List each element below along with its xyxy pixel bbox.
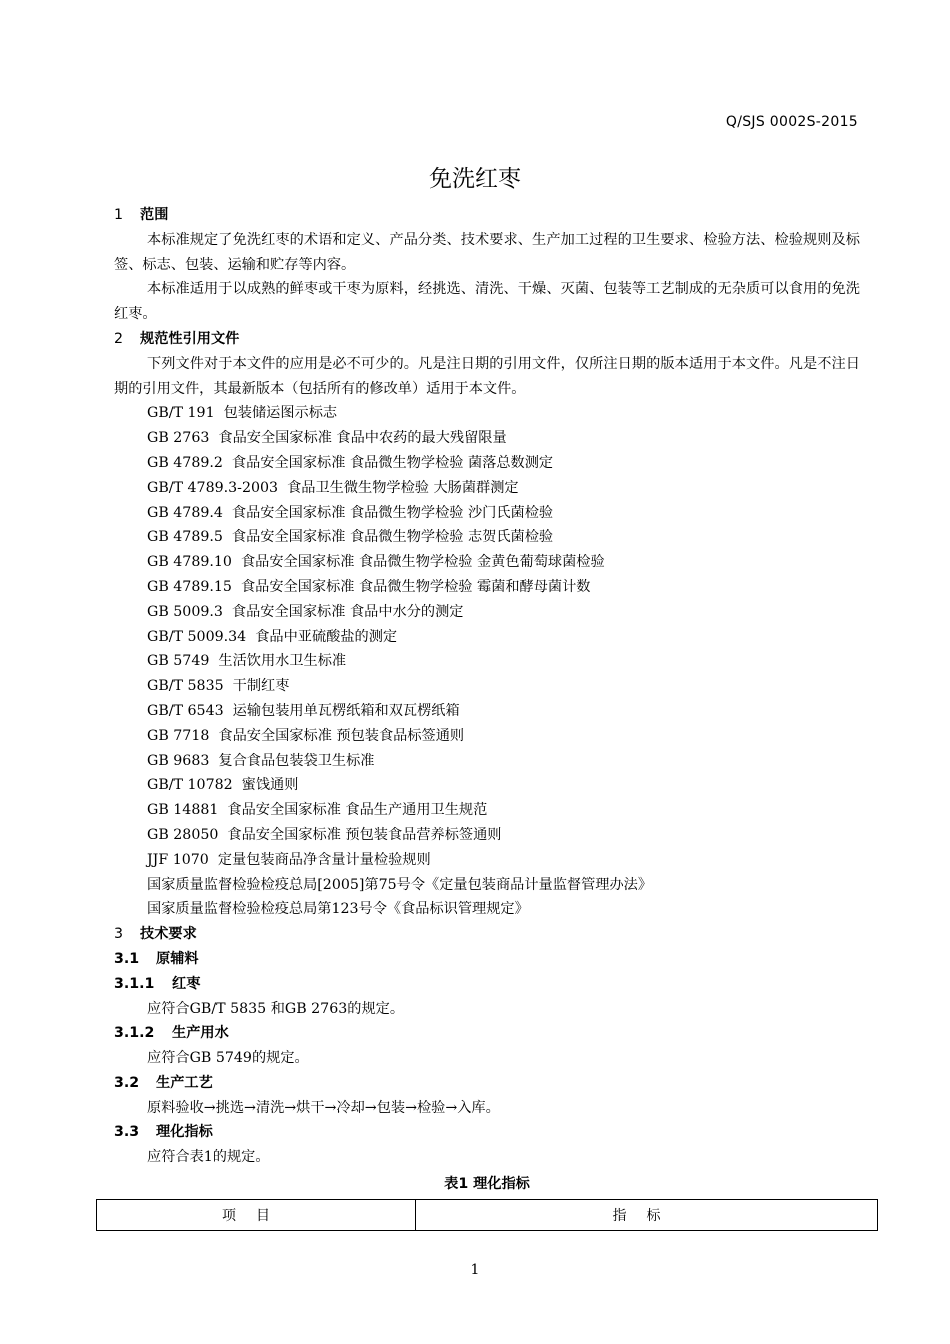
section-title: 原辅料	[156, 950, 199, 967]
document-title: 免洗红枣	[429, 166, 521, 192]
table-caption: 表1 理化指标	[444, 1176, 530, 1193]
reference-item: GB/T 191 包装储运图示标志	[147, 405, 338, 422]
reference-item: GB/T 5835 干制红枣	[147, 678, 290, 695]
reference-list	[114, 401, 860, 922]
section-number: 3.3	[114, 1124, 140, 1141]
section-number: 1	[114, 207, 124, 223]
section-3-1-2-heading	[114, 1021, 860, 1046]
reference-item: 国家质量监督检验检疫总局第123号令《食品标识管理规定》	[147, 901, 529, 918]
section-3-2-heading	[114, 1071, 860, 1096]
reference-item: GB 5749 生活饮用水卫生标准	[147, 653, 347, 670]
reference-item: GB 4789.4 食品安全国家标准 食品微生物学检验 沙门氏菌检验	[147, 504, 554, 521]
reference-item: GB 5009.3 食品安全国家标准 食品中水分的测定	[147, 603, 464, 620]
reference-item: JJF 1070 定量包装商品净含量计量检验规则	[147, 851, 431, 868]
section-number: 3.1.2	[114, 1025, 155, 1042]
section-title: 生产用水	[172, 1025, 229, 1042]
reference-item: GB 9683 复合食品包装袋卫生标准	[147, 752, 375, 769]
paragraph: 本标准适用于以成熟的鲜枣或干枣为原料，经挑选、清洗、干燥、灭菌、包装等工艺制成的无杂质可以食用的免洗红枣。	[114, 281, 860, 323]
paragraph: 应符合GB/T 5835 和GB 2763的规定。	[147, 1000, 405, 1017]
section-title: 理化指标	[156, 1124, 213, 1141]
reference-item: GB 4789.5 食品安全国家标准 食品微生物学检验 志贺氏菌检验	[147, 529, 554, 546]
page-number: 1	[470, 1262, 480, 1278]
section-number: 3.1	[114, 950, 140, 967]
table-header-cell: 指标	[416, 1200, 878, 1231]
section-number: 3.1.1	[114, 975, 155, 992]
paragraph: 应符合GB 5749的规定。	[147, 1050, 309, 1067]
section-number: 2	[114, 330, 124, 347]
section-3-heading	[114, 922, 860, 947]
section-title: 规范性引用文件	[140, 330, 240, 347]
reference-item: GB 7718 食品安全国家标准 预包装食品标签通则	[147, 727, 465, 744]
section-title: 范围	[140, 207, 169, 223]
reference-item: GB 4789.2 食品安全国家标准 食品微生物学检验 菌落总数测定	[147, 454, 554, 471]
section-number: 3.2	[114, 1074, 140, 1091]
reference-item: GB 14881 食品安全国家标准 食品生产通用卫生规范	[147, 802, 488, 819]
paragraph: 本标准规定了免洗红枣的术语和定义、产品分类、技术要求、生产加工过程的卫生要求、检验方法、检验规则及标签、标志、包装、运输和贮存等内容。	[114, 231, 860, 273]
reference-item: GB/T 4789.3-2003 食品卫生微生物学检验 大肠菌群测定	[147, 479, 519, 496]
table-header-cell: 项目	[97, 1200, 416, 1231]
table-header-row	[97, 1200, 878, 1231]
reference-item: GB/T 6543 运输包装用单瓦楞纸箱和双瓦楞纸箱	[147, 702, 460, 719]
reference-item: GB/T 10782 蜜饯通则	[147, 777, 299, 794]
section-3-1-heading	[114, 947, 860, 972]
document-body	[114, 203, 860, 1197]
reference-item: GB 28050 食品安全国家标准 预包装食品营养标签通则	[147, 826, 502, 843]
paragraph: 应符合表1的规定。	[147, 1149, 270, 1166]
section-title: 红枣	[172, 975, 201, 992]
paragraph: 下列文件对于本文件的应用是必不可少的。凡是注日期的引用文件，仅所注日期的版本适用于本文件。凡是不注日期的引用文件，其最新版本（包括所有的修改单）适用于本文件。	[114, 355, 860, 397]
standard-code: Q/SJS 0002S-2015	[725, 114, 858, 130]
section-1-heading	[114, 203, 860, 228]
section-number: 3	[114, 926, 124, 943]
reference-item: GB 4789.10 食品安全国家标准 食品微生物学检验 金黄色葡萄球菌检验	[147, 554, 605, 571]
section-3-3-heading	[114, 1120, 860, 1145]
section-3-1-1-heading	[114, 972, 860, 997]
reference-item: GB 2763 食品安全国家标准 食品中农药的最大残留限量	[147, 430, 507, 447]
reference-item: GB 4789.15 食品安全国家标准 食品微生物学检验 霉菌和酵母菌计数	[147, 578, 591, 595]
section-title: 生产工艺	[156, 1074, 213, 1091]
paragraph: 原料验收→挑选→清洗→烘干→冷却→包装→检验→入库。	[147, 1099, 500, 1116]
table-1	[96, 1199, 878, 1231]
reference-item: 国家质量监督检验检疫总局[2005]第75号令《定量包装商品计量监督管理办法》	[147, 876, 653, 893]
reference-item: GB/T 5009.34 食品中亚硫酸盐的测定	[147, 628, 398, 645]
section-2-heading	[114, 327, 860, 352]
section-title: 技术要求	[140, 926, 197, 943]
